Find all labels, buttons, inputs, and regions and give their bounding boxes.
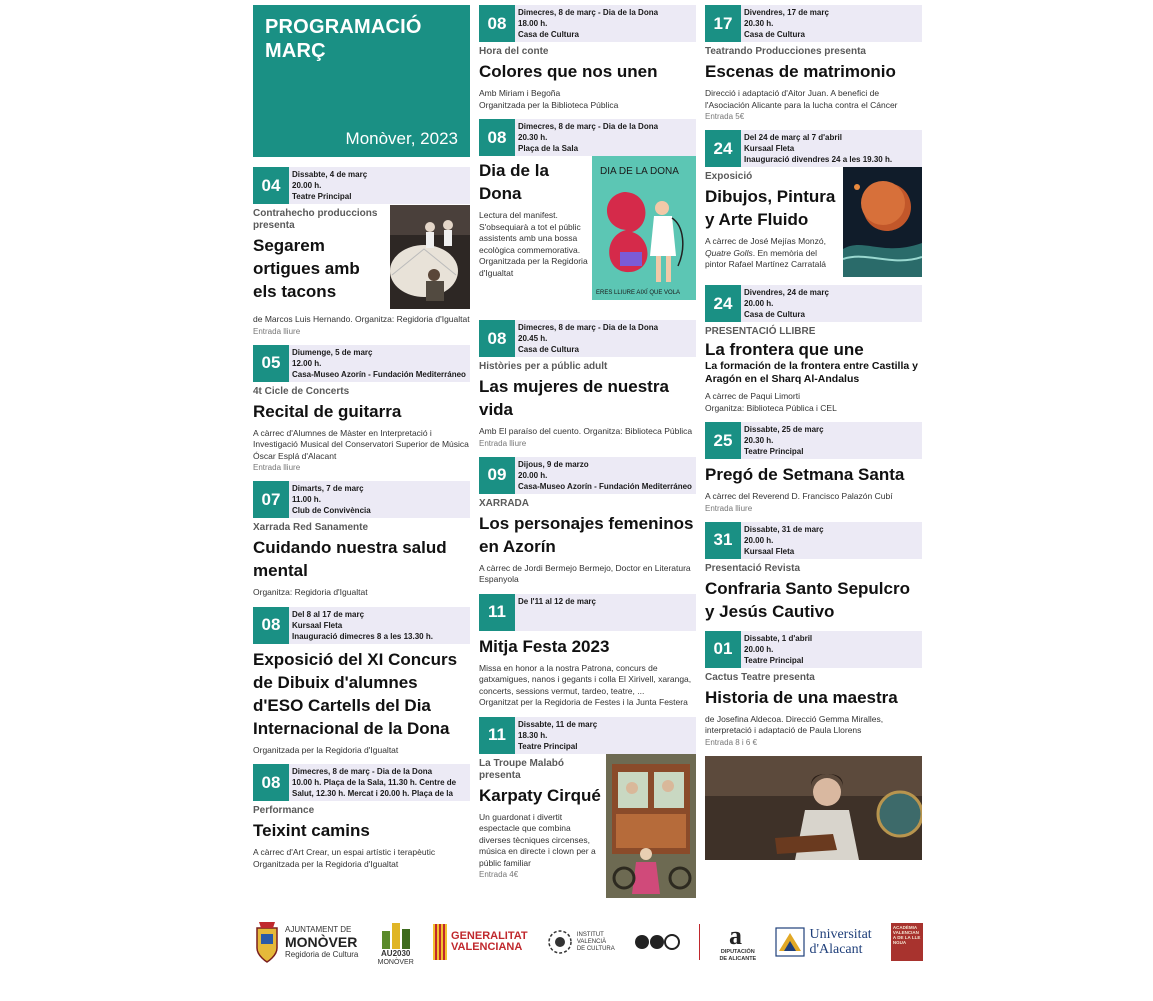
column-1	[253, 5, 470, 870]
poster-bottom-text: ERES LLIURE AIXÍ QUE VOLA	[596, 290, 681, 296]
ajuntament-line1: AJUNTAMENT DE	[285, 924, 352, 934]
event-card	[705, 422, 922, 514]
date-info: Dijous, 9 de marzo 20.00 h. Casa-Museo Azorín - Fundación Mediterráneo	[518, 459, 692, 491]
diputacio-alicante-logo	[719, 922, 756, 962]
event-description: Organitza: Regidoria d'Igualtat	[253, 587, 368, 597]
date-number: 08	[253, 607, 289, 644]
event-description: A càrrec de Jordi Bermejo Bermejo, Doctor en Literatura Espanyola	[479, 562, 691, 584]
dia-de-la-dona-poster	[592, 156, 696, 300]
au2030-line2: MONÒVER	[377, 958, 414, 966]
date-bar	[479, 457, 696, 494]
event-title: Recital de guitarra	[253, 401, 402, 421]
event-entry: Entrada lliure	[479, 438, 527, 448]
avl-text: ACADÈMIA VALENCIANA DE LA LLENGUA	[891, 923, 923, 961]
event-title: Cuidando nuestra salud mental	[253, 538, 447, 580]
date-info: Del 8 al 17 de març Kursaal Fleta Inauguració dimecres 8 a les 13.30 h.	[292, 609, 433, 641]
date-number: 09	[479, 457, 515, 494]
event-title: Exposició del XI Concurs de Dibuix d'alumnes d'ESO Cartells del Dia Internacional de la Dona	[253, 649, 458, 738]
event-description: A càrrec d'Alumnes de Màster en Interpretació i Investigació Musical del Conservatori Superior de Música Óscar Esplá d'Alacant	[253, 427, 469, 461]
divider	[699, 924, 700, 960]
event-card	[705, 522, 922, 623]
event-organizer: Contrahecho produccions presenta	[253, 208, 378, 231]
date-bar	[479, 594, 696, 631]
column-2	[479, 5, 696, 898]
date-number: 31	[705, 522, 741, 559]
event-description	[705, 236, 839, 271]
generalitat-line2: VALENCIANA	[451, 941, 523, 953]
column-3	[705, 5, 922, 860]
event-entry: Entrada lliure	[253, 463, 301, 472]
event-title: La frontera que une	[705, 340, 864, 359]
event-organizer: Exposició	[705, 171, 753, 182]
event-organizer: Hora del conte	[479, 46, 549, 57]
event-description: de Josefina Aldecoa. Direcció Gemma Miralles, interpretació i adaptació de Paula Llorens	[705, 713, 884, 735]
description-part: . En memòria del pintor Rafael Martínez Carratalá	[705, 247, 826, 269]
avl-logo	[891, 923, 923, 961]
event-organizer: Teatrando Producciones presenta	[705, 46, 866, 57]
event-title: Colores que nos unen	[479, 62, 658, 81]
event-card	[253, 764, 470, 870]
event-card	[479, 320, 696, 449]
date-bar	[479, 717, 696, 754]
event-entry: Entrada 5€	[705, 112, 745, 121]
date-number: 08	[479, 320, 515, 357]
date-number: 05	[253, 345, 289, 382]
event-card	[253, 607, 470, 757]
teacher-photo	[705, 756, 922, 860]
date-info: Dissabte, 31 de març 20.00 h. Kursaal Fleta	[744, 524, 824, 556]
date-info: Dimecres, 8 de març - Dia de la Dona 10.00 h. Plaça de la Sala, 11.30 h. Centre de Salut, 12.30 h. Mercat i 20.00 h. Plaça de la	[292, 767, 457, 798]
event-entry: Entrada lliure	[705, 503, 753, 513]
universitat-alacant-logo	[775, 927, 871, 957]
event-description: Amb El paraíso del cuento. Organitza: Biblioteca Pública	[479, 426, 693, 436]
event-description: Lectura del manifest. S'obsequiarà a tot el públic assistents amb una bossa ecològica commemorativa. Organitzada per la Regidoria d'Igualtat	[479, 210, 588, 278]
ivc-line1: INSTITUT	[576, 931, 604, 938]
event-card	[705, 285, 922, 414]
event-title: Segarem ortigues amb els tacons	[253, 236, 360, 301]
event-card	[479, 594, 696, 709]
date-info: Divendres, 24 de març 20.00 h. Casa de Cultura	[744, 288, 829, 319]
event-organizer: XARRADA	[479, 497, 529, 509]
date-number: 08	[479, 5, 515, 42]
event-description: A càrrec de Paqui Limorti Organitza: Biblioteca Pública i CEL	[705, 391, 837, 413]
date-info: Del 24 de març al 7 d'abril Kursaal Fleta Inauguració divendres 24 a les 19.30 h.	[744, 133, 893, 164]
date-info: Diumenge, 5 de març 12.00 h. Casa-Museo Azorín - Fundación Mediterráneo	[292, 347, 466, 379]
ua-emblem-icon	[775, 927, 805, 957]
date-bar	[479, 320, 696, 357]
painting-photo	[843, 167, 922, 277]
ivc-line2: VALENCIÀ	[576, 938, 607, 945]
ivc-circle-icon	[547, 929, 573, 955]
event-card	[705, 5, 922, 122]
monover-crest-icon	[253, 920, 281, 964]
date-bar	[705, 5, 922, 42]
event-card	[705, 130, 922, 277]
event-description: A càrrec del Reverend D. Francisco Palazón Cubí	[705, 491, 893, 501]
event-title: Escenas de matrimonio	[705, 62, 896, 81]
svg-text:a: a	[728, 922, 742, 948]
date-bar	[479, 5, 696, 42]
event-title: Teixint camins	[253, 821, 370, 840]
sponsor-footer	[253, 912, 923, 972]
theatre-photo	[390, 205, 470, 309]
au2030-logo	[378, 919, 414, 966]
event-organizer: Històries per a públic adult	[479, 361, 608, 372]
date-number: 07	[253, 481, 289, 518]
ua-line1: Universitat	[809, 927, 872, 942]
event-entry: Entrada 4€	[479, 870, 519, 879]
date-bar	[253, 607, 470, 644]
program-title: PROGRAMACIÓ MARÇ	[265, 16, 422, 62]
date-info: Dissabte, 4 de març 20.00 h. Teatre Principal	[292, 170, 368, 201]
date-number: 11	[479, 594, 515, 631]
date-bar	[705, 631, 922, 668]
event-organizer: Presentació Revista	[705, 562, 801, 574]
au2030-line1: AU2030	[381, 948, 411, 958]
event-description: A càrrec d'Art Crear, un espai artístic i terapèutic Organitzada per la Regidoria d'Igualtat	[253, 847, 436, 869]
event-card	[479, 119, 696, 300]
event-organizer: Cactus Teatre presenta	[705, 671, 815, 683]
date-bar	[253, 481, 470, 518]
three-circles-icon	[634, 932, 680, 952]
event-title: Dia de la Dona	[479, 161, 549, 203]
date-info: Dissabte, 1 d'abril 20.00 h. Teatre Principal	[744, 633, 813, 665]
ajuntament-monover-logo	[253, 920, 358, 964]
event-organizer: PRESENTACIÓ LLIBRE	[705, 326, 816, 337]
event-title: Los personajes femeninos en Azorín	[479, 513, 694, 556]
date-info: Dimecres, 8 de març - Dia de la Dona 18.00 h. Casa de Cultura	[518, 8, 659, 39]
event-title: Dibujos, Pintura y Arte Fluido	[705, 187, 836, 229]
ajuntament-line3: Regidoria de Cultura	[285, 949, 359, 959]
date-info: Dimarts, 7 de març 11.00 h. Club de Convivència	[292, 484, 371, 515]
diputacio-line2: DE ALICANTE	[719, 956, 757, 962]
date-info: Dissabte, 25 de març 20.30 h. Teatre Principal	[744, 425, 824, 456]
event-subtitle: La formación de la frontera entre Castilla y Aragón en el Sharq Al-Andalus	[705, 360, 918, 385]
event-description: Direcció i adaptació d'Aitor Juan. A benefici de l'Asociación Alicante para la lucha contra el Cáncer	[705, 88, 898, 110]
event-organizer: Xarrada Red Sanamente	[253, 522, 369, 533]
event-card	[253, 167, 470, 337]
date-number: 25	[705, 422, 741, 459]
event-card	[479, 457, 696, 586]
event-card	[253, 481, 470, 599]
event-entry: Entrada lliure	[253, 326, 301, 336]
event-card	[253, 345, 470, 474]
event-title: Historia de una maestra	[705, 687, 898, 707]
description-part: A càrrec de José Mejías Monzó,	[705, 236, 826, 246]
program-subtitle: Monòver, 2023	[345, 129, 458, 148]
generalitat-valenciana-logo	[433, 924, 528, 960]
event-organizer: 4t Cicle de Concerts	[253, 385, 350, 397]
date-info: Dissabte, 11 de març 18.30 h. Teatre Principal	[518, 719, 598, 751]
event-description: de Marcos Luis Hernando. Organitza: Regidoria d'Igualtat	[253, 314, 470, 324]
ivc-logo	[547, 929, 615, 955]
event-description: Amb Miriam i Begoña Organitzada per la Biblioteca Pública	[479, 88, 619, 110]
date-bar	[253, 167, 470, 204]
date-number: 04	[253, 167, 289, 204]
program-header	[253, 5, 470, 157]
event-organizer: Performance	[253, 805, 315, 816]
ivc-line3: DE CULTURA	[576, 945, 615, 952]
event-title: Pregó de Setmana Santa	[705, 465, 905, 484]
senyera-icon	[433, 924, 447, 960]
event-card	[479, 717, 696, 898]
event-card	[479, 5, 696, 111]
diputacio-letter-icon	[726, 922, 750, 948]
poster-top-text: DIA DE LA DONA	[600, 166, 679, 177]
date-number: 08	[479, 119, 515, 156]
ua-line2: d'Alacant	[809, 942, 863, 957]
generalitat-line1: GENERALITAT	[451, 930, 528, 942]
date-number: 17	[705, 5, 741, 42]
date-bar	[253, 764, 470, 801]
city-buildings-icon	[380, 919, 412, 949]
date-bar	[253, 345, 470, 382]
event-title: Confraria Santo Sepulcro y Jesús Cautivo	[705, 578, 910, 621]
event-title: Las mujeres de nuestra vida	[479, 377, 669, 419]
event-description: Organitzada per la Regidoria d'Igualtat	[253, 744, 399, 755]
date-number: 01	[705, 631, 741, 668]
event-description: Missa en honor a la nostra Patrona, concurs de gatxamigues, nanos i gegants i colla El Xirivell, xaranga, concerts, sessions vermut, tardeo, teatre, ... Organitzat per la Regidoria de Festes i la Junta Festera	[479, 662, 692, 707]
ajuntament-line2: MONÒVER	[285, 933, 358, 950]
date-info: Dimecres, 8 de març - Dia de la Dona 20.30 h. Plaça de la Sala	[518, 122, 659, 153]
date-bar	[705, 522, 922, 559]
date-info: De l'11 al 12 de març	[518, 596, 596, 606]
event-description: Un guardonat i divertit espectacle que combina diverses tècniques circenses, música en directe i clown per a públic familiar	[479, 811, 596, 868]
description-italic: Quatre Golls	[705, 247, 753, 258]
event-card	[705, 631, 922, 860]
date-number: 24	[705, 285, 741, 322]
date-number: 11	[479, 717, 515, 754]
diputacio-line1: DIPUTACIÓN	[720, 949, 755, 955]
date-info: Dimecres, 8 de març - Dia de la Dona 20.45 h. Casa de Cultura	[518, 323, 659, 354]
date-bar	[705, 285, 922, 322]
date-number: 08	[253, 764, 289, 801]
event-title: Mitja Festa 2023	[479, 636, 610, 656]
date-info: Divendres, 17 de març 20.30 h. Casa de Cultura	[744, 8, 829, 39]
date-number: 24	[705, 130, 741, 167]
date-bar	[479, 119, 696, 156]
event-organizer: La Troupe Malabó presenta	[479, 757, 565, 781]
event-entry: Entrada 8 i 6 €	[705, 737, 758, 747]
date-bar	[705, 130, 922, 167]
circuit-cultural-logo	[634, 932, 680, 952]
circus-photo	[606, 754, 696, 898]
date-bar	[705, 422, 922, 459]
event-title: Karpaty Cirqué	[479, 785, 601, 805]
